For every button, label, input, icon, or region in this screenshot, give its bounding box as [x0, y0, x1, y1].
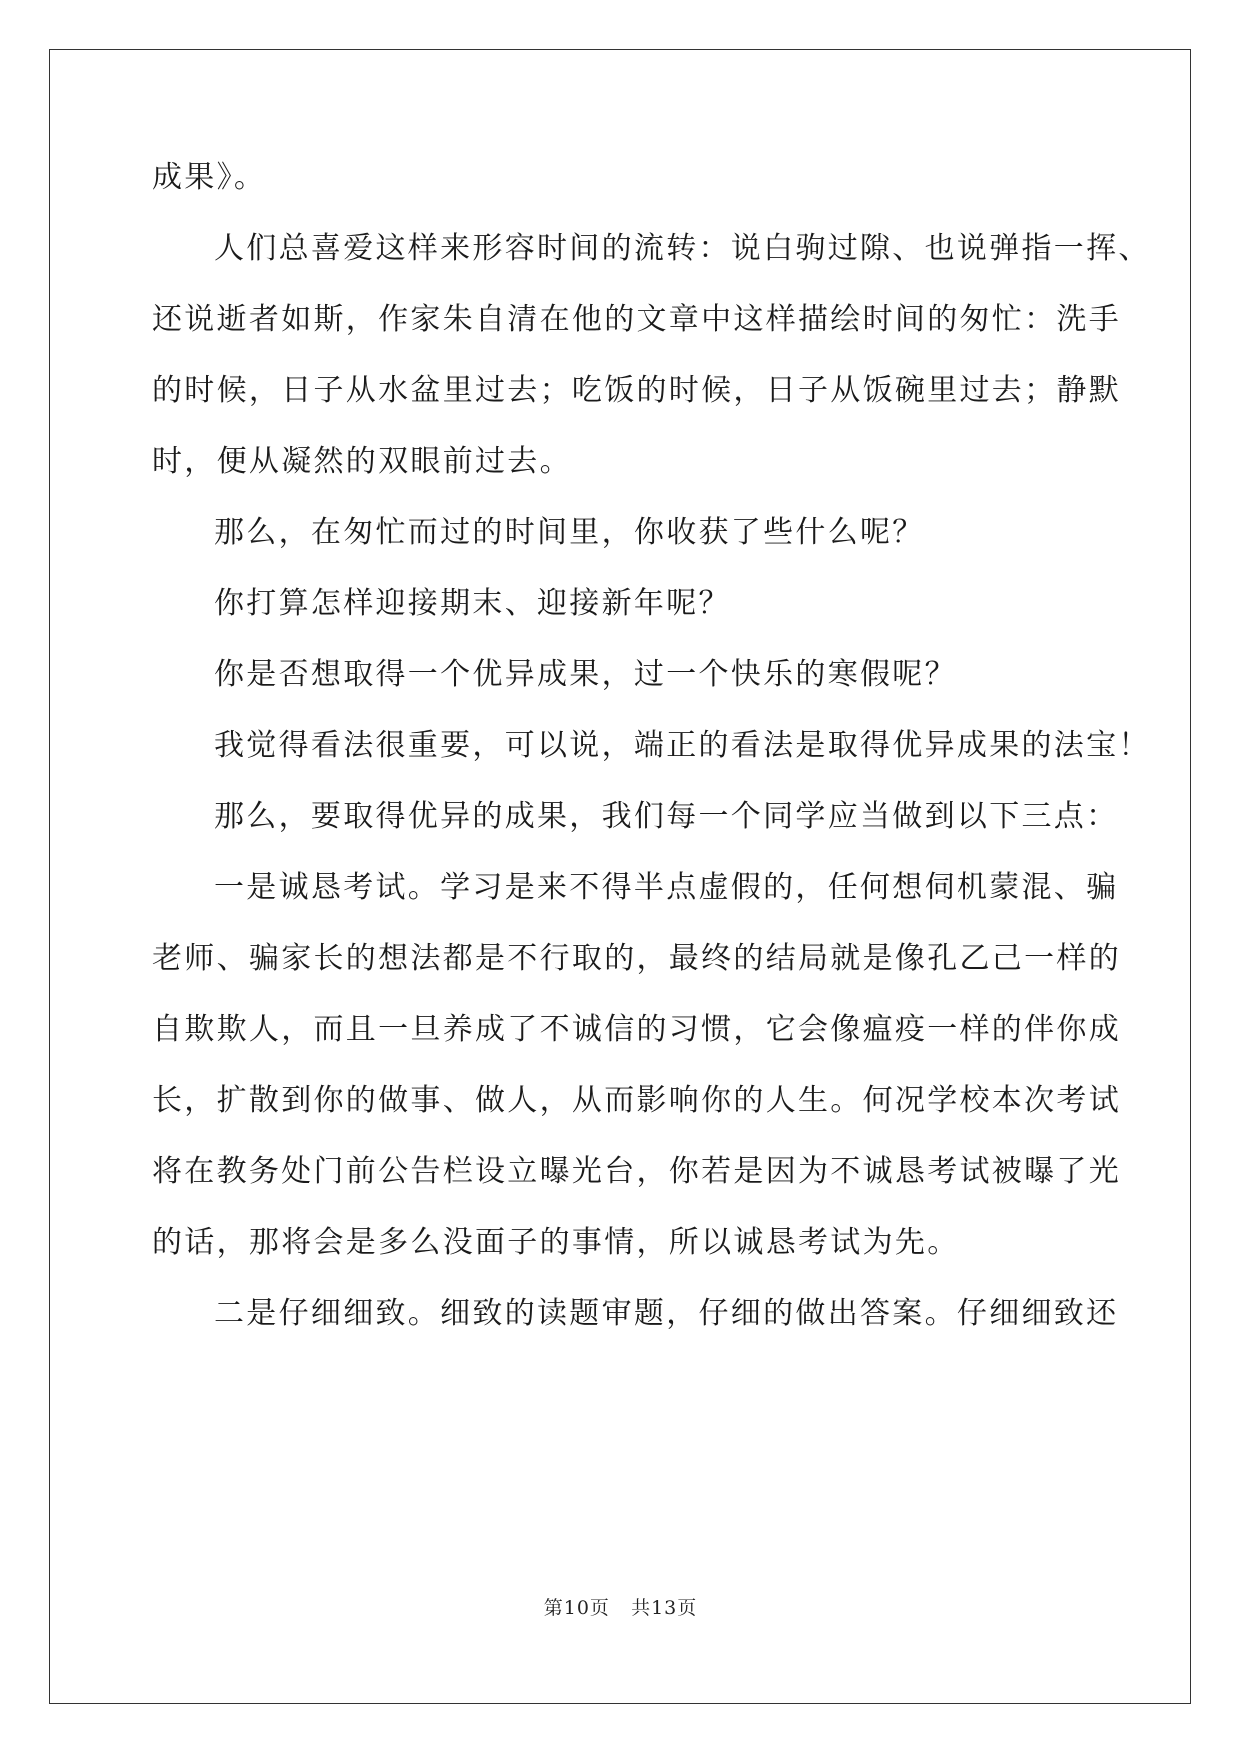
text-line: 将在教务处门前公告栏设立曝光台，你若是因为不诚恳考试被曝了光	[152, 1154, 1121, 1189]
text-line: 老师、骗家长的想法都是不行取的，最终的结局就是像孔乙己一样的	[152, 941, 1121, 976]
text-line: 的话，那将会是多么没面子的事情，所以诚恳考试为先。	[152, 1225, 960, 1260]
text-line: 那么，要取得优异的成果，我们每一个同学应当做到以下三点：	[214, 799, 1119, 834]
page-number: 第10页	[543, 1597, 610, 1619]
page-total: 共13页	[631, 1597, 698, 1619]
text-line: 我觉得看法很重要，可以说，端正的看法是取得优异成果的法宝！	[214, 728, 1151, 763]
text-line: 还说逝者如斯，作家朱自清在他的文章中这样描绘时间的匆忙：洗手	[152, 302, 1121, 337]
text-line: 人们总喜爱这样来形容时间的流转：说白驹过隙、也说弹指一挥、	[214, 231, 1151, 266]
text-line: 的时候，日子从水盆里过去；吃饭的时候，日子从饭碗里过去；静默	[152, 373, 1121, 408]
text-line: 成果》。	[152, 160, 267, 195]
text-line: 自欺欺人，而且一旦养成了不诚信的习惯，它会像瘟疫一样的伴你成	[152, 1012, 1121, 1047]
text-line: 你打算怎样迎接期末、迎接新年呢？	[214, 586, 731, 621]
text-line: 你是否想取得一个优异成果，过一个快乐的寒假呢？	[214, 657, 957, 692]
text-line: 二是仔细细致。细致的读题审题，仔细的做出答案。仔细细致还	[214, 1296, 1119, 1331]
text-line: 时，便从凝然的双眼前过去。	[152, 444, 572, 479]
text-line: 长，扩散到你的做事、做人，从而影响你的人生。何况学校本次考试	[152, 1083, 1121, 1118]
page-footer	[0, 1593, 1241, 1620]
text-line: 一是诚恳考试。学习是来不得半点虚假的，任何想伺机蒙混、骗	[214, 870, 1119, 905]
text-line: 那么，在匆忙而过的时间里，你收获了些什么呢？	[214, 515, 925, 550]
